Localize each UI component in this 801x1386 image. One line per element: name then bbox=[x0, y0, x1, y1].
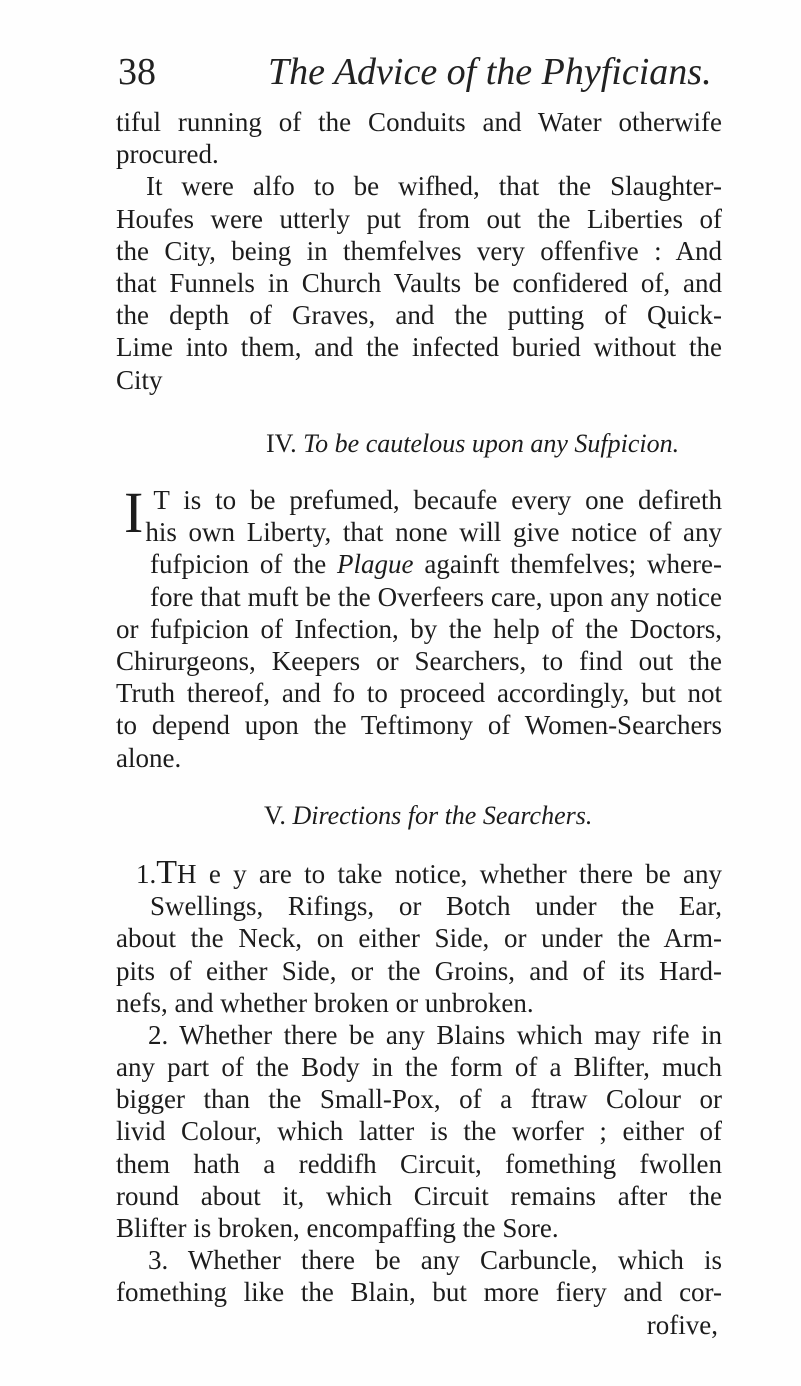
section-title: To be cautelous upon any Sufpicion. bbox=[303, 428, 680, 458]
drop-cap: I bbox=[124, 480, 144, 546]
text-line: the depth of Graves, and the putting of Quick- bbox=[116, 300, 722, 331]
text-line: or fufpicion of Infection, by the help of the Doctors, bbox=[116, 613, 722, 644]
text-line: Swellings, Rifings, or Botch under the Ear, bbox=[150, 891, 722, 922]
text-line: his own Liberty, that none will give notice of any bbox=[145, 517, 722, 548]
text-line: nefs, and whether broken or unbroken. bbox=[116, 987, 534, 1018]
text-line: Truth thereof, and fo to proceed accordingly, but not bbox=[116, 678, 722, 709]
text-line: T is to be prefumed, becaufe every one defireth bbox=[153, 485, 722, 516]
text-line: bigger than the Small-Pox, of a ftraw Colour or bbox=[116, 1084, 722, 1115]
text-line: 1.TH e y are to take notice, whether there be any bbox=[116, 858, 722, 890]
page-number: 38 bbox=[118, 51, 156, 93]
text-line: 2. Whether there be any Blains which may rife in bbox=[148, 1019, 722, 1050]
text-line: livid Colour, which latter is the worfer ; either of bbox=[116, 1116, 722, 1147]
section-iv-paragraph bbox=[116, 480, 722, 774]
text-line: any part of the Body in the form of a Blifter, much bbox=[116, 1052, 722, 1083]
text-line: It were alfo to be wifhed, that the Slaughter- bbox=[146, 171, 722, 202]
section-heading-v bbox=[116, 800, 722, 832]
section-heading-iv bbox=[116, 428, 722, 460]
text-line: tiful running of the Conduits and Water otherwife bbox=[116, 107, 722, 137]
text-line: Houfes were utterly put from out the Liberties of bbox=[116, 203, 722, 234]
page-header bbox=[118, 42, 718, 98]
text-line: to depend upon the Teftimony of Women-Searchers bbox=[116, 710, 722, 741]
text-line: alone. bbox=[116, 742, 182, 773]
text-line: Chirurgeons, Keepers or Searchers, to find out the bbox=[116, 646, 722, 676]
text-line: about the Neck, on either Side, or under the Arm- bbox=[116, 923, 722, 954]
text-line: procured. bbox=[116, 139, 219, 170]
text-line: City bbox=[116, 364, 163, 395]
section-v-item-3 bbox=[116, 1244, 722, 1341]
running-head: The Advice of the Phyficians. bbox=[268, 51, 712, 93]
text-line: Lime into them, and the infected buried without the bbox=[116, 332, 722, 363]
text-line: fore that muft be the Overfeers care, upon any notice bbox=[150, 581, 722, 612]
section-v-item-2 bbox=[116, 1019, 722, 1244]
drop-cap: T bbox=[156, 857, 178, 891]
section-v-item-1 bbox=[116, 858, 722, 1019]
text-line: Blifter is broken, encompaffing the Sore. bbox=[116, 1213, 559, 1243]
section-number: IV. bbox=[266, 428, 297, 458]
text-line: them hath a reddifh Circuit, fomething fwollen bbox=[116, 1148, 722, 1179]
text-line: that Funnels in Church Vaults be confidered of, and bbox=[116, 267, 722, 298]
text-line: pits of either Side, or the Groins, and of its Hard- bbox=[116, 955, 722, 986]
section-title: Directions for the Searchers. bbox=[292, 800, 593, 830]
body-text bbox=[116, 106, 722, 1341]
text-line: fufpicion of the Plague againft themfelves; where- bbox=[150, 549, 722, 580]
section-number: V. bbox=[264, 800, 286, 830]
text-line: fomething like the Blain, but more fiery and cor- bbox=[116, 1277, 722, 1308]
text-line: 3. Whether there be any Carbuncle, which is bbox=[148, 1245, 722, 1276]
text-line: the City, being in themfelves very offenfive : And bbox=[116, 235, 722, 266]
text-line: round about it, which Circuit remains after the bbox=[116, 1180, 722, 1211]
catchword: rofive, bbox=[646, 1309, 718, 1340]
